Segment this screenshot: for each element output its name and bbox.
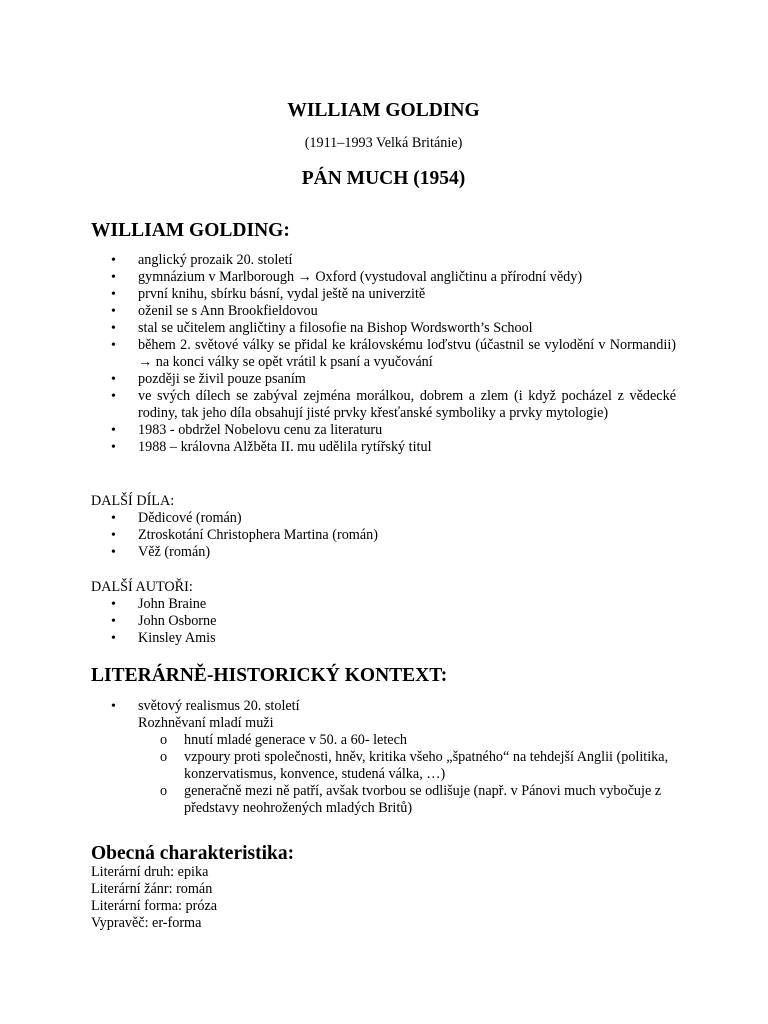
bullet-icon: • xyxy=(111,270,116,285)
bullet-icon: • xyxy=(111,423,116,438)
other-authors-label: DALŠÍ AUTOŘI: xyxy=(91,579,193,595)
literary-kind: Literární druh: epika xyxy=(91,864,209,880)
list-item: • světový realismus 20. století xyxy=(111,698,300,714)
circle-bullet-icon: o xyxy=(160,749,168,765)
list-item: • ve svých dílech se zabýval zejména morálkou, dobrem a zlem (i když pocházel z vědecké rodiny, tak jeho díla obsahují jisté prvky křesťanské symboliky a prvky mytologie) xyxy=(111,388,676,421)
list-item: • John Osborne xyxy=(111,613,217,629)
circle-bullet-icon: o xyxy=(160,783,168,799)
author-dates: (1911–1993 Velká Británie) xyxy=(304,135,463,151)
bullet-icon: • xyxy=(111,287,116,302)
bullet-icon: • xyxy=(111,338,116,353)
literary-genre: Literární žánr: román xyxy=(91,881,213,897)
list-item: • Věž (román) xyxy=(111,544,211,560)
bullet-icon: • xyxy=(111,699,116,714)
bullet-icon: • xyxy=(111,372,116,387)
work-title: PÁN MUCH (1954) xyxy=(301,168,466,189)
list-item: • John Braine xyxy=(111,596,207,612)
list-item: • anglický prozaik 20. století xyxy=(111,252,293,268)
bullet-icon: • xyxy=(111,440,116,455)
bullet-icon: • xyxy=(111,304,116,319)
literary-movement-label: Rozhněvaní mladí muži xyxy=(138,715,274,731)
list-item: • gymnázium v Marlborough → Oxford (vystudoval angličtinu a přírodní vědy) xyxy=(111,269,583,285)
bullet-icon: • xyxy=(111,597,116,612)
list-item: • 1983 - obdržel Nobelovu cenu za literaturu xyxy=(111,422,383,438)
author-section-heading: WILLIAM GOLDING: xyxy=(91,220,290,241)
other-works-list xyxy=(91,510,676,561)
literary-movement-list xyxy=(91,732,676,817)
bullet-icon: • xyxy=(111,511,116,526)
author-facts-list xyxy=(91,252,676,456)
other-authors-list xyxy=(91,596,676,647)
circle-bullet-icon: o xyxy=(160,732,168,748)
bullet-icon: • xyxy=(111,614,116,629)
literary-context-heading: LITERÁRNĚ-HISTORICKÝ KONTEXT: xyxy=(91,665,448,686)
list-item: • první knihu, sbírku básní, vydal ještě na univerzitě xyxy=(111,286,426,302)
list-item: • během 2. světové války se přidal ke královskému loďstvu (účastnil se vylodění v Normandii) → na konci války se opět vrátil k psaní a vyučování xyxy=(111,337,676,370)
list-item: o vzpoury proti společnosti, hněv, kritika všeho „špatného“ na tehdejší Anglii (politika, konzervatismus, konvence, studená válka, …) xyxy=(160,749,669,782)
general-characteristics-heading: Obecná charakteristika: xyxy=(91,843,295,864)
list-item: o generačně mezi ně patří, avšak tvorbou se odlišuje (např. v Pánovi much vybočuje z představy neohrožených mladých Britů) xyxy=(160,783,662,816)
list-item: • později se živil pouze psaním xyxy=(111,371,306,387)
bullet-icon: • xyxy=(111,545,116,560)
list-item: • Ztroskotání Christophera Martina (román) xyxy=(111,527,378,543)
list-item: • Dědicové (román) xyxy=(111,510,242,526)
list-item: • Kinsley Amis xyxy=(111,630,216,646)
narrator: Vypravěč: er-forma xyxy=(91,915,202,931)
bullet-icon: • xyxy=(111,631,116,646)
bullet-icon: • xyxy=(111,389,116,404)
list-item: • stal se učitelem angličtiny a filosofie na Bishop Wordsworth’s School xyxy=(111,320,533,336)
list-item: • 1988 – královna Alžběta II. mu udělila rytířský titul xyxy=(111,439,432,455)
list-item: • oženil se s Ann Brookfieldovou xyxy=(111,303,318,319)
other-works-label: DALŠÍ DÍLA: xyxy=(91,493,175,509)
bullet-icon: • xyxy=(111,253,116,268)
bullet-icon: • xyxy=(111,528,116,543)
document-title: WILLIAM GOLDING xyxy=(287,100,480,121)
bullet-icon: • xyxy=(111,321,116,336)
literary-context-list xyxy=(91,698,676,715)
literary-form: Literární forma: próza xyxy=(91,898,218,914)
list-item: o hnutí mladé generace v 50. a 60- letech xyxy=(160,732,407,748)
